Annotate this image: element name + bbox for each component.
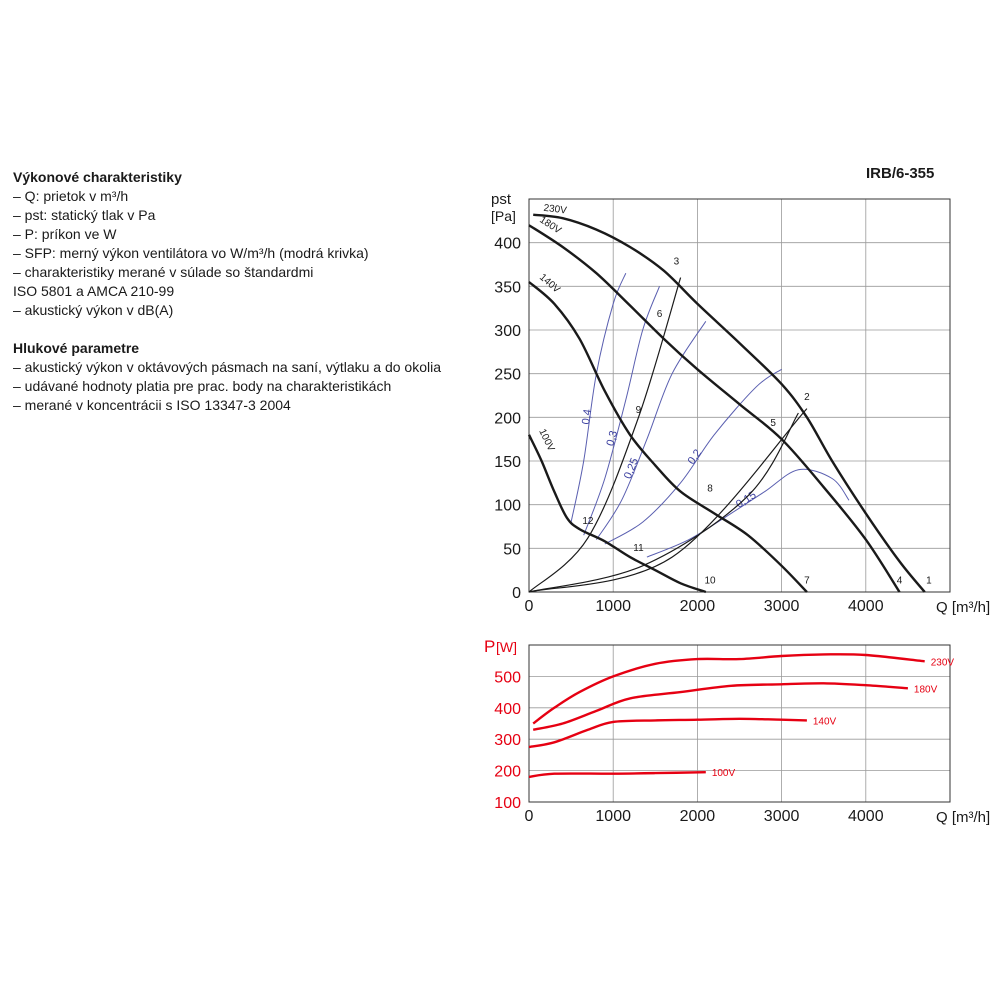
x-tick-label: 1000 (595, 598, 631, 615)
operating-point-label: 10 (704, 575, 716, 587)
power-curve-label: 230V (930, 657, 955, 669)
y-tick-label: 400 (494, 235, 521, 253)
operating-point-label: 5 (770, 418, 776, 430)
y-axis-title: P (484, 637, 496, 656)
operating-point-label: 2 (804, 391, 810, 403)
fan-curve-140v (529, 282, 807, 592)
y-tick-label: 200 (494, 763, 521, 781)
x-tick-label: 4000 (848, 808, 884, 825)
power-curve-label: 100V (711, 768, 736, 780)
x-tick-label: 0 (524, 598, 534, 615)
operating-point-label: 7 (804, 575, 810, 587)
performance-heading: Výkonové charakteristiky (13, 169, 182, 185)
operating-point-label: 4 (896, 575, 903, 587)
y-axis-unit: [Pa] (491, 208, 516, 224)
x-tick-label: 1000 (595, 808, 631, 825)
plot-frame (529, 645, 950, 802)
description-line: – SFP: merný výkon ventilátora vo W/m³/h (modrá krivka) (13, 245, 369, 261)
noise-heading: Hlukové parametre (13, 340, 140, 356)
y-tick-label: 350 (494, 279, 521, 297)
description-line: – akustický výkon v oktávových pásmach na saní, výtlaku a do okolia (13, 359, 441, 375)
sfp-label: 0,3 (604, 429, 621, 448)
sfp-label: 0,25 (621, 456, 642, 481)
fan-curve-label: 230V (542, 202, 568, 217)
plot-frame (529, 199, 950, 592)
fan-curve-label: 180V (537, 214, 563, 237)
power-curve-label: 140V (812, 716, 837, 728)
y-tick-label: 50 (503, 541, 521, 559)
fan-curve-label: 100V (536, 427, 557, 454)
description-line: – charakteristiky merané v súlade so štandardmi (13, 264, 314, 280)
operating-point-label: 1 (926, 575, 932, 587)
y-tick-label: 400 (494, 700, 521, 718)
y-tick-label: 500 (494, 669, 521, 687)
y-tick-label: 100 (494, 497, 521, 515)
system-line (529, 409, 807, 592)
operating-point-label: 3 (673, 256, 680, 268)
fan-curve-label: 140V (537, 271, 562, 296)
x-tick-label: 3000 (763, 598, 800, 615)
operating-point-label: 6 (656, 308, 663, 320)
sfp-curve (571, 273, 626, 522)
y-tick-label: 150 (494, 454, 521, 471)
description-line: ISO 5801 a AMCA 210-99 (13, 283, 175, 299)
y-axis-title: pst (491, 191, 512, 208)
description-line: – P: príkon ve W (13, 226, 117, 242)
description-line: – merané v koncentrácii s ISO 13347-3 2004 (13, 397, 291, 413)
system-line (529, 278, 681, 592)
sfp-label: 0,4 (580, 408, 595, 426)
model-title: IRB/6-355 (866, 165, 935, 182)
x-tick-label: 2000 (679, 598, 716, 615)
fan-curve-180v (529, 225, 900, 592)
description-line: – udávané hodnoty platia pre prac. body na charakteristikách (13, 378, 392, 394)
x-axis-title: Q [m³/h] (936, 809, 991, 826)
operating-point-label: 9 (635, 404, 642, 416)
y-tick-label: 300 (494, 323, 521, 340)
x-axis-title: Q [m³/h] (936, 599, 991, 616)
y-tick-label: 200 (494, 410, 521, 428)
description-line: – Q: prietok v m³/h (13, 188, 129, 204)
y-tick-label: 300 (494, 732, 521, 750)
description-line: – pst: statický tlak v Pa (13, 207, 156, 223)
y-tick-label: 250 (494, 366, 521, 384)
x-tick-label: 3000 (763, 808, 800, 825)
power-curve-label: 180V (913, 684, 938, 696)
description-line: – akustický výkon v dB(A) (13, 302, 174, 318)
operating-point-label: 12 (582, 515, 594, 527)
y-tick-label: 0 (512, 585, 521, 602)
y-axis-unit: [W] (496, 639, 517, 655)
x-tick-label: 4000 (848, 598, 884, 615)
sfp-label: 0,2 (685, 447, 705, 467)
y-tick-label: 100 (494, 795, 521, 812)
sfp-label: 0,15 (734, 489, 759, 511)
power-curve-100v (529, 772, 706, 777)
fan-curve-100v (529, 435, 706, 592)
operating-point-label: 11 (633, 542, 644, 554)
power-curve-140v (529, 719, 807, 747)
operating-point-label: 8 (707, 483, 713, 495)
x-tick-label: 2000 (679, 808, 716, 825)
x-tick-label: 0 (524, 808, 534, 825)
power-curve-180v (533, 683, 908, 730)
